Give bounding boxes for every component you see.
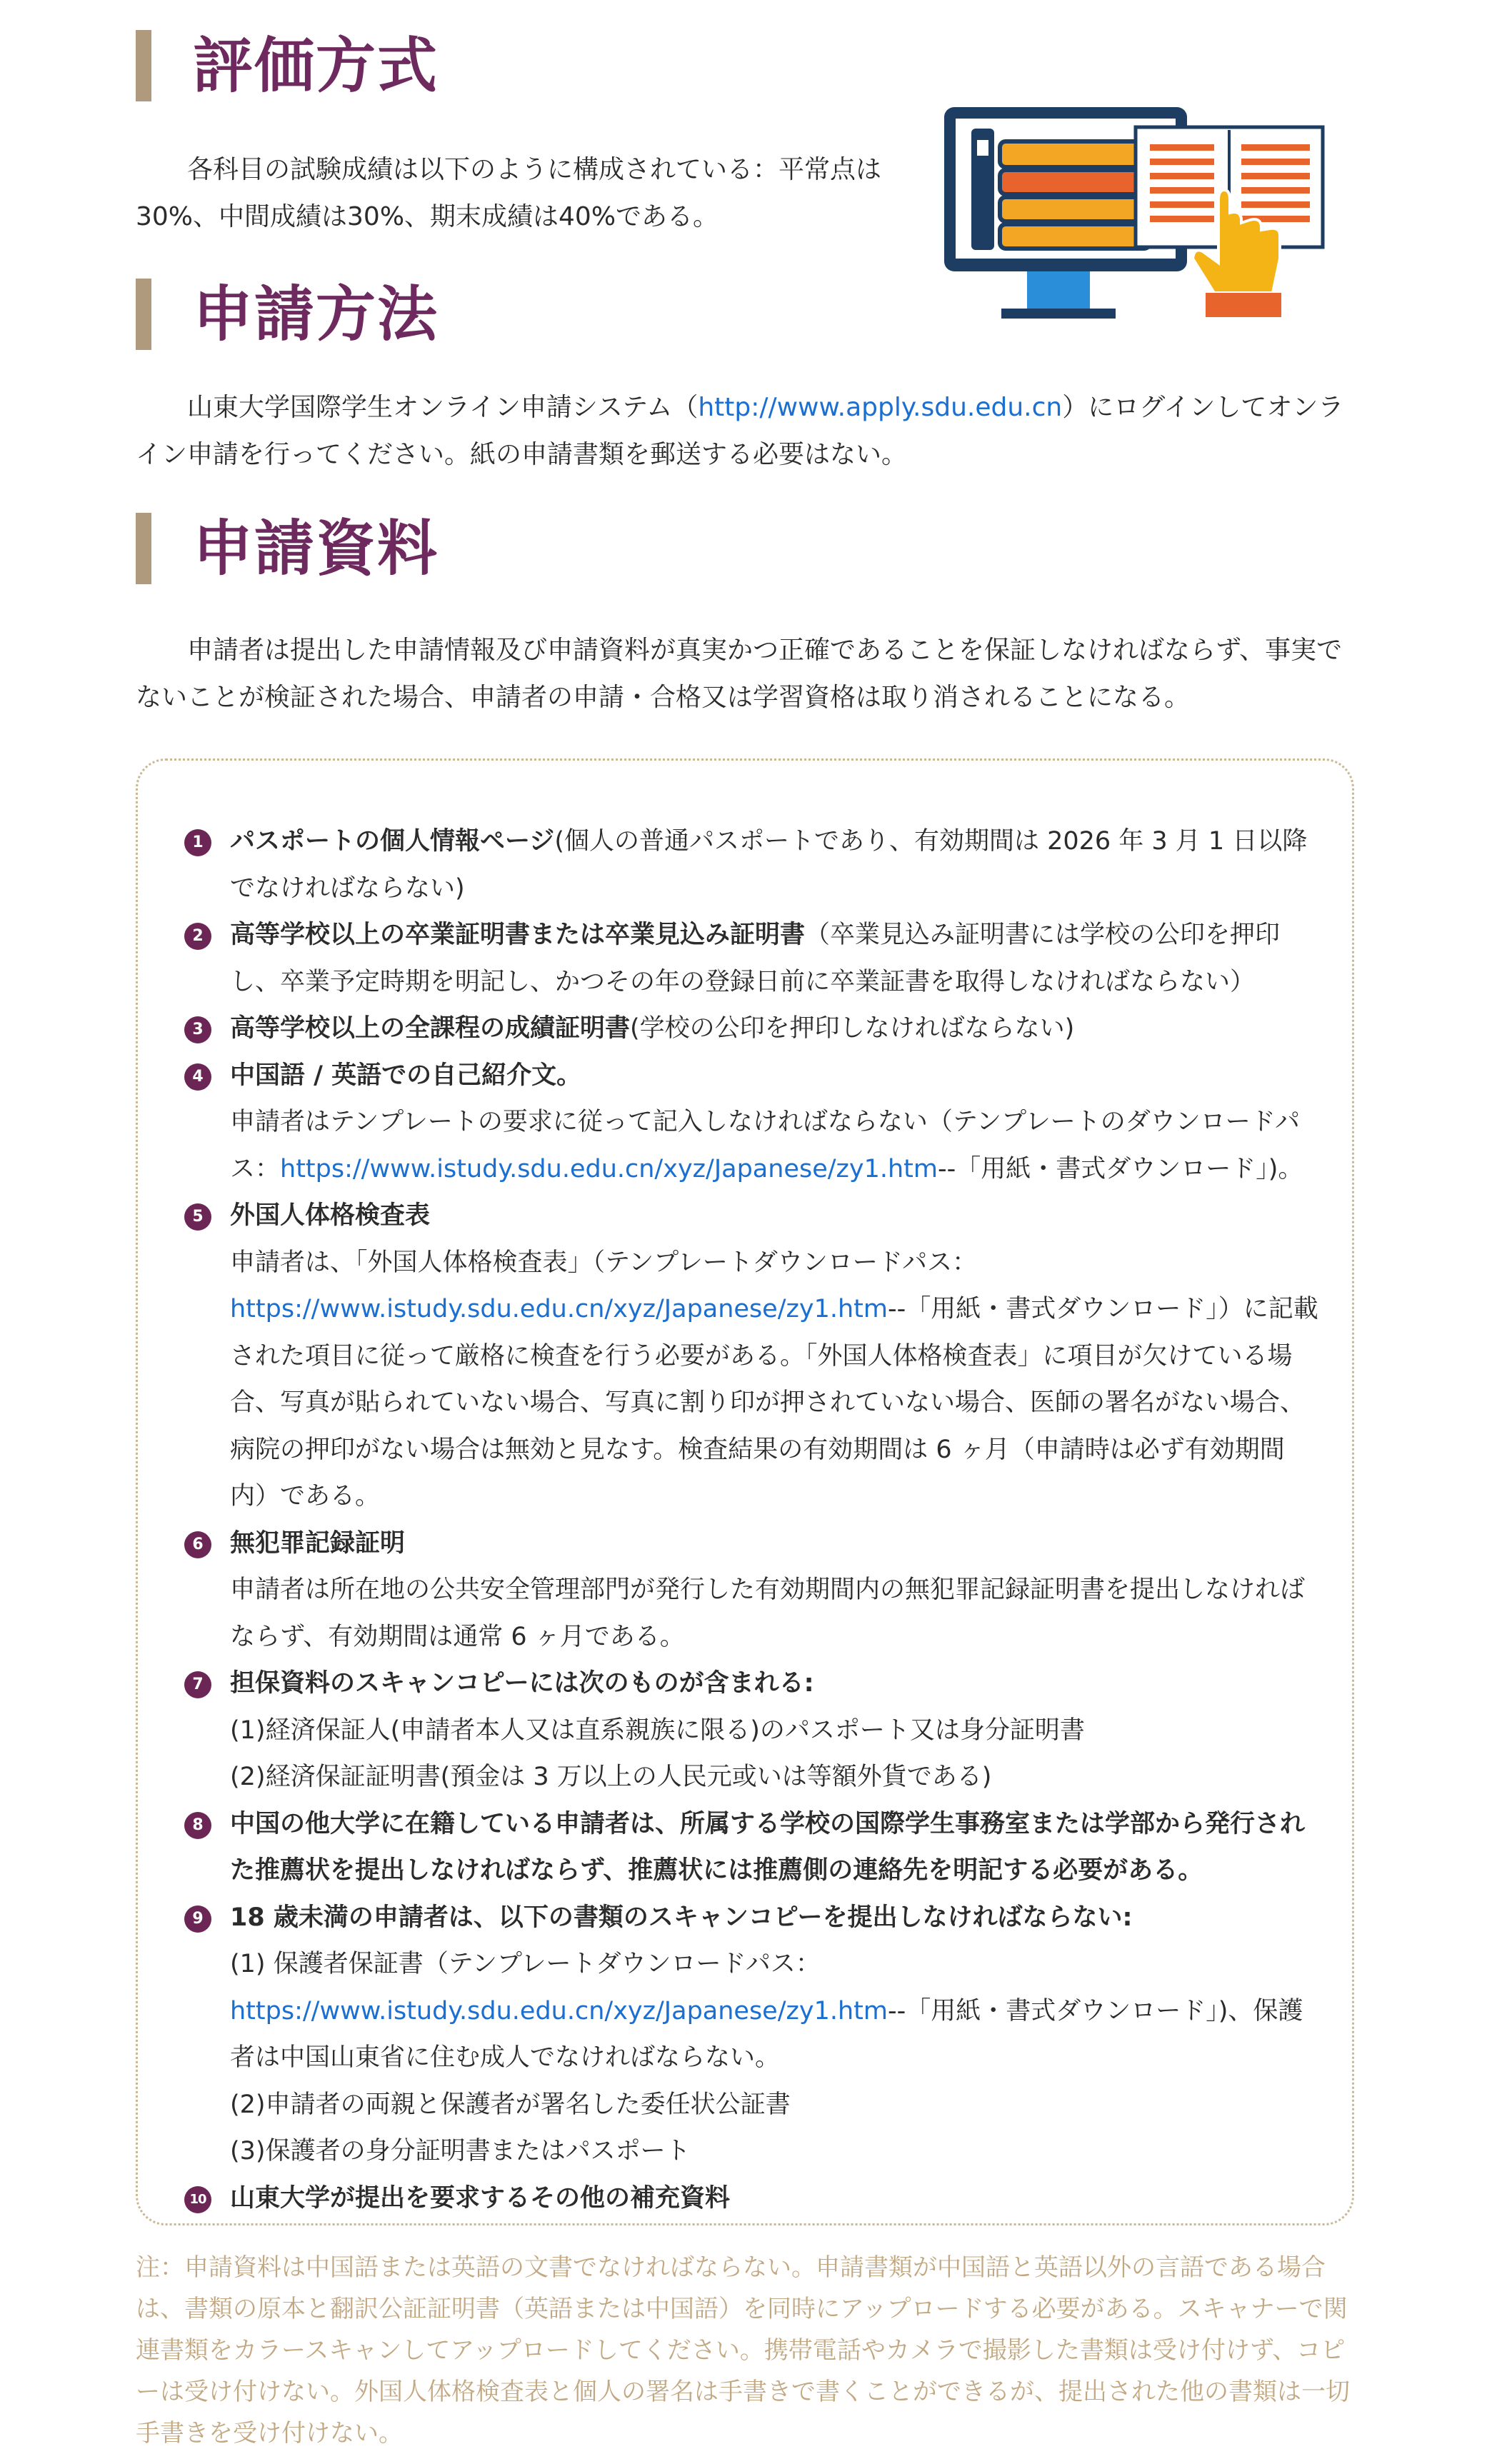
list-item: 10 山東大学が提出を要求するその他の補充資料 (184, 2175, 1320, 2223)
evaluation-body: 各科目の試験成績は以下のように構成されている：平常点は30%、中間成績は30%、期末成績は40%である。 (136, 155, 882, 231)
list-item: 1 パスポートの個人情報ページ(個人の普通パスポートであり、有効期間は 2026 年 3 月 1 日以降でなければならない) (184, 818, 1320, 912)
list-item: 8 中国の他大学に在籍している申請者は、所属する学校の国際学生事務室または学部から発行された推薦状を提出しなければならず、推薦状には推薦側の連絡先を明記する必要がある。 (184, 1801, 1320, 1895)
list-item: 7 担保資料のスキャンコピーには次のものが含まれる: (1)経済保証人(申請者本人又は直系親族に限る)のパスポート又は身分証明書 (2)経済保証証明書(預金は 3 万以上の人民元或いは等額外貨である) (184, 1661, 1320, 1801)
section-evaluation-header (136, 30, 439, 101)
number-badge: 2 (184, 923, 211, 950)
template-download-link[interactable]: https://www.istudy.sdu.edu.cn/xyz/Japanese/zy1.htm (230, 1295, 888, 1323)
section-bar (136, 279, 151, 350)
number-badge: 3 (184, 1016, 211, 1043)
book-orange (1000, 170, 1150, 194)
number-badge: 1 (184, 829, 211, 856)
section-title: 申請資料 (193, 514, 439, 584)
book-yellow-1 (1000, 141, 1150, 167)
section-materials-header (136, 513, 439, 584)
hand-cuff (1206, 293, 1281, 317)
note-text: 注：申請資料は中国語または英語の文書でなければならない。申請書類が中国語と英語以外の言語である場合は、書類の原本と翻訳公証証明書（英語または中国語）を同時にアップロードする必要がある。スキャナーで関連書類をカラースキャンしてアップロードしてください。携帯電話やカメラで撮影した書類は受け付けず、コピーは受け付けない。外国人体格検査表と個人の署名は手書きで書くことができるが、提出された他の書類は一切手書きを受け付けない。 (136, 2253, 1350, 2448)
section-title: 申請方法 (193, 279, 439, 349)
template-download-link[interactable]: https://www.istudy.sdu.edu.cn/xyz/Japanese/zy1.htm (280, 1154, 938, 1183)
number-badge: 7 (184, 1671, 211, 1698)
apply-system-link[interactable]: http://www.apply.sdu.edu.cn (698, 393, 1063, 422)
list-item: 5 外国人体格検査表 申請者は、「外国人体格検査表」（テンプレートダウンロードパス：https://www.istudy.sdu.edu.cn/xyz/Japanese/zy1.htm--「用紙・書式ダウンロード」）に記載された項目に従って厳格に検査を行う必要がある。「外国人体格検査表」に項目が欠けている場合、写真が貼られていない場合、写真に割り印が押されていない場合、医師の署名がない場合、病院の押印がない場合は無効と見なす。検査結果の有効期間は 6 ヶ月（申請時は必ず有効期間内）である。 (184, 1193, 1320, 1521)
list-item: 2 高等学校以上の卒業証明書または卒業見込み証明書（卒業見込み証明書には学校の公印を押印し、卒業予定時期を明記し、かつその年の登録日前に卒業証書を取得しなければならない） (184, 912, 1320, 1006)
list-item: 4 中国語 / 英語での自己紹介文。 申請者はテンプレートの要求に従って記入しなければならない（テンプレートのダウンロードパス：https://www.istudy.sdu.edu.cn/xyz/Japanese/zy1.htm--「用紙・書式ダウンロード」)。 (184, 1053, 1320, 1193)
book-yellow-2 (1000, 197, 1150, 221)
application-body: 山東大学国際学生オンライン申請システム（http://www.apply.sdu.edu.cn）にログインしてオンライン申請を行ってください。紙の申請書類を郵送する必要はない。 (136, 393, 1344, 469)
materials-body: 申請者は提出した申請情報及び申請資料が真実かつ正確であることを保証しなければならず、事実でないことが検証された場合、申請者の申請・合格又は学習資格は取り消されることになる。 (136, 636, 1343, 712)
number-badge: 6 (184, 1531, 211, 1558)
number-badge: 4 (184, 1063, 211, 1091)
number-badge: 9 (184, 1905, 211, 1933)
book-yellow-3 (1000, 224, 1150, 249)
list-item: 3 高等学校以上の全課程の成績証明書(学校の公印を押印しなければならない) (184, 1006, 1320, 1053)
monitor-stand (1027, 271, 1090, 311)
materials-list (184, 818, 1320, 2222)
monitor-base (1001, 309, 1116, 319)
section-bar (136, 30, 151, 101)
number-badge: 5 (184, 1203, 211, 1231)
section-bar (136, 513, 151, 584)
list-item: 9 18 歳未満の申請者は、以下の書類のスキャンコピーを提出しなければならない: (1) 保護者保証書（テンプレートダウンロードパス：https://www.istudy.sdu.edu.cn/xyz/Japanese/zy1.htm--「用紙・書式ダウンロード」)、保護者は中国山東省に住む成人でなければならない。 (2)申請者の両親と保護者が署名した委任状公証書 (3)保護者の身分証明書またはパスポート (184, 1895, 1320, 2175)
number-badge: 10 (184, 2186, 211, 2213)
template-download-link[interactable]: https://www.istudy.sdu.edu.cn/xyz/Japanese/zy1.htm (230, 1996, 888, 2025)
number-badge: 8 (184, 1812, 211, 1839)
computer-books-illustration (941, 100, 1327, 343)
section-application-header (136, 279, 439, 350)
list-item: 6 無犯罪記録証明 申請者は所在地の公共安全管理部門が発行した有効期間内の無犯罪記録証明書を提出しなければならず、有効期間は通常 6 ヶ月である。 (184, 1521, 1320, 1661)
section-title: 評価方式 (193, 31, 439, 101)
